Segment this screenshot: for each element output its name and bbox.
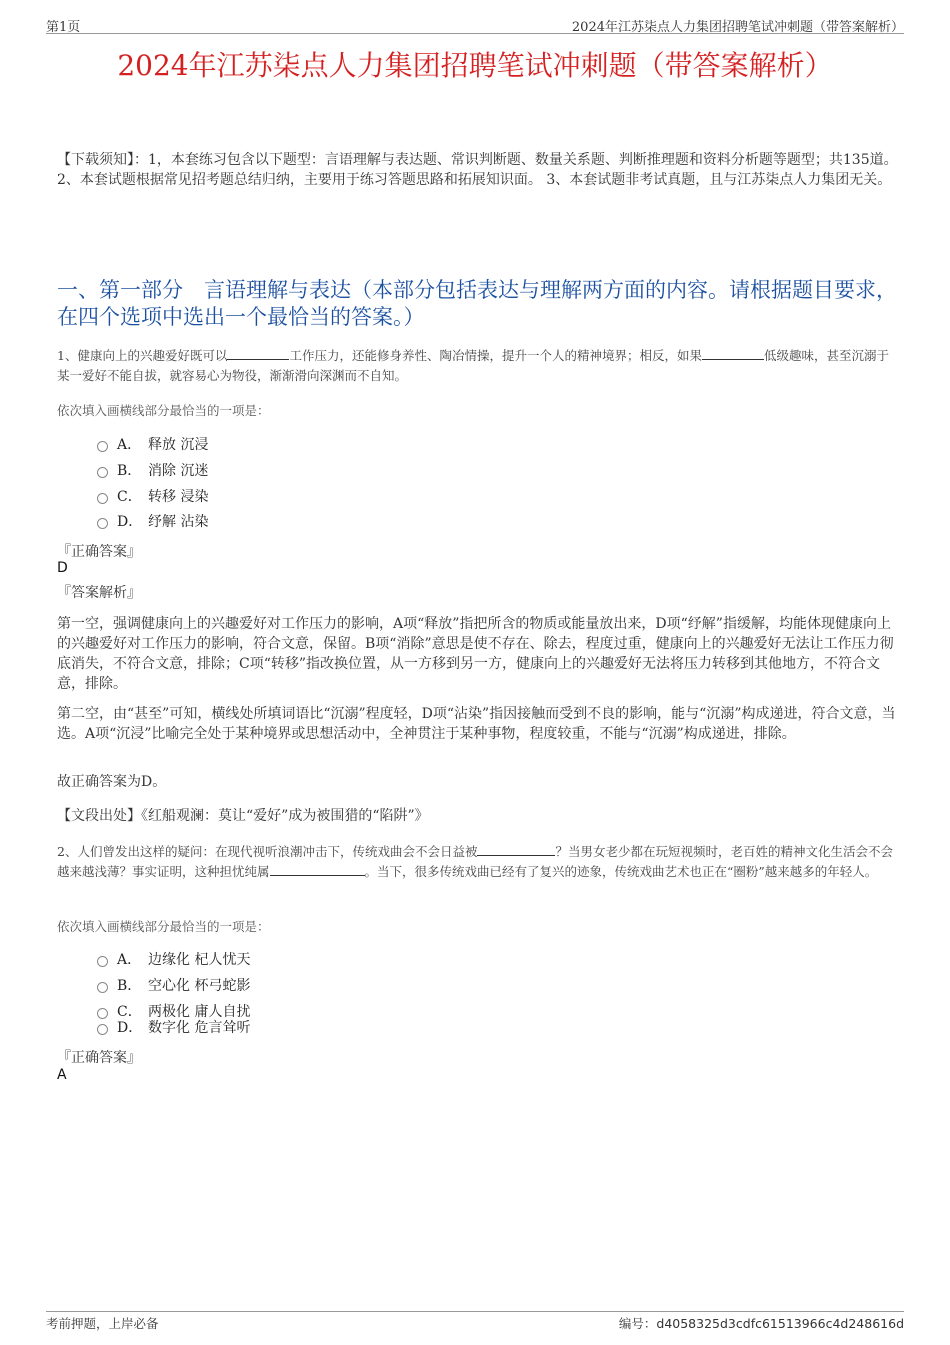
radio-icon[interactable]: [97, 467, 108, 478]
q1-analysis-paragraph-1: 第一空，强调健康向上的兴趣爱好对工作压力的影响，A项“释放”指把所含的物质或能量放出来，D项“纾解”指缓解，均能体现健康向上的兴趣爱好对工作压力的影响，符合文意，保留。B项“消除”意思是使不存在、除去，程度过重，健康向上的兴趣爱好无法让工作压力彻底消失，不符合文意，排除；C项“转移”指改换位置，从一方移到另一方，健康向上的兴趣爱好无法将压力转移到其他地方，不符合文意，排除。: [57, 616, 894, 692]
option-text: 空心化 杯弓蛇影: [148, 978, 251, 994]
q2-answer: A: [57, 1067, 67, 1083]
option-letter: D．: [117, 514, 143, 530]
radio-icon[interactable]: [97, 1008, 108, 1019]
option-text: 释放 沉浸: [148, 437, 209, 453]
q1-instruction: 依次填入画横线部分最恰当的一项是：: [57, 403, 270, 418]
q1-source: 【文段出处】《红船观澜：莫让“爱好”成为被围猎的“陷阱”》: [57, 808, 429, 824]
q2-option-b[interactable]: [97, 976, 250, 996]
q1-option-b[interactable]: [97, 461, 208, 481]
option-text: 数字化 危言耸听: [148, 1020, 251, 1036]
q1-analysis-conclusion: 故正确答案为D。: [57, 774, 167, 790]
q1-stem-part1: 1、健康向上的兴趣爱好既可以: [57, 348, 228, 363]
page-number: 第1页: [46, 20, 81, 35]
q2-stem-part2: ？当男女老少都在玩短视频时，老百姓的精神文化生活会不会越来越浅薄？事实证明，这种担忧纯属: [57, 844, 893, 879]
radio-icon[interactable]: [97, 441, 108, 452]
footer-divider: [46, 1311, 904, 1312]
footer-slogan: 考前押题，上岸必备: [46, 1316, 159, 1331]
option-text: 转移 浸染: [148, 489, 209, 505]
option-text: 纾解 沾染: [148, 514, 209, 530]
radio-icon[interactable]: [97, 493, 108, 504]
q2-stem-part3: 。当下，很多传统戏曲已经有了复兴的迹象，传统戏曲艺术也正在“圈粉”越来越多的年轻人。: [364, 864, 878, 879]
option-letter: A．: [117, 437, 142, 453]
q1-analysis-paragraph-2: 第二空，由“甚至”可知，横线处所填词语比“沉溺”程度轻，D项“沾染”指因接触而受到不良的影响，能与“沉溺”构成递进，符合文意，当选。A项“沉浸”比喻完全处于某种境界或思想活动中，全神贯注于某种事物，程度较重，不能与“沉溺”构成递进，排除。: [57, 706, 896, 742]
download-notice: 【下载须知】：1，本套练习包含以下题型：言语理解与表达题、常识判断题、数量关系题、判断推理题和资料分析题等题型；共135道。 2、本套试题根据常见招考题总结归纳，主要用于练习答题思路和拓展知识面。 3、本套试题非考试真题，且与江苏柒点人力集团无关。: [57, 152, 898, 188]
q1-blank-2: [702, 347, 764, 360]
section-heading: 一、第一部分 言语理解与表达（本部分包括表达与理解两方面的内容。请根据题目要求，在四个选项中选出一个最恰当的答案。）: [57, 278, 897, 329]
radio-icon[interactable]: [97, 518, 108, 529]
option-letter: B．: [117, 463, 142, 479]
q1-option-a[interactable]: [97, 435, 208, 455]
footer-code-value: d4058325d3cdfc61513966c4d248616d: [656, 1316, 904, 1331]
q1-stem-part2: 工作压力，还能修身养性、陶冶情操，提升一个人的精神境界；相反，如果: [289, 348, 702, 363]
option-letter: B．: [117, 978, 142, 994]
radio-icon[interactable]: [97, 956, 108, 967]
footer-code: [619, 1314, 904, 1332]
option-text: 消除 沉迷: [148, 463, 209, 479]
q1-stem-part3: 低级趣味，甚至沉溺于某一爱好不能自拔，就容易心为物役，渐渐滑向深渊而不自知。: [57, 348, 889, 383]
q1-answer-label: 『正确答案』: [57, 544, 141, 560]
option-text: 边缘化 杞人忧天: [148, 952, 251, 968]
option-letter: C．: [117, 489, 142, 505]
q2-instruction: 依次填入画横线部分最恰当的一项是：: [57, 919, 270, 934]
q2-stem-part1: 2、人们曾发出这样的疑问：在现代视听浪潮冲击下，传统戏曲会不会日益被: [57, 844, 478, 859]
q2-option-a[interactable]: [97, 950, 250, 970]
option-letter: C．: [117, 1004, 142, 1020]
q1-option-d[interactable]: [97, 512, 208, 532]
page-title: 2024年江苏柒点人力集团招聘笔试冲刺题（带答案解析）: [117, 49, 833, 82]
header-doc-title: 2024年江苏柒点人力集团招聘笔试冲刺题（带答案解析）: [571, 20, 904, 35]
q1-answer: D: [57, 560, 68, 576]
q1-blank-1: [227, 347, 289, 360]
question-1-stem: [57, 346, 900, 386]
option-letter: A．: [117, 952, 142, 968]
header-divider: [46, 33, 904, 34]
q2-option-d[interactable]: [97, 1018, 250, 1038]
footer-code-label: 编号：: [618, 1316, 657, 1331]
q1-option-c[interactable]: [97, 487, 208, 507]
q2-answer-label: 『正确答案』: [57, 1050, 141, 1066]
q2-blank-1: [477, 843, 555, 856]
option-text: 两极化 庸人自扰: [148, 1004, 251, 1020]
q2-blank-2: [270, 863, 365, 876]
radio-icon[interactable]: [97, 982, 108, 993]
q1-analysis-label: 『答案解析』: [57, 585, 141, 601]
option-letter: D．: [117, 1020, 143, 1036]
question-2-stem: [57, 842, 900, 882]
radio-icon[interactable]: [97, 1024, 108, 1035]
